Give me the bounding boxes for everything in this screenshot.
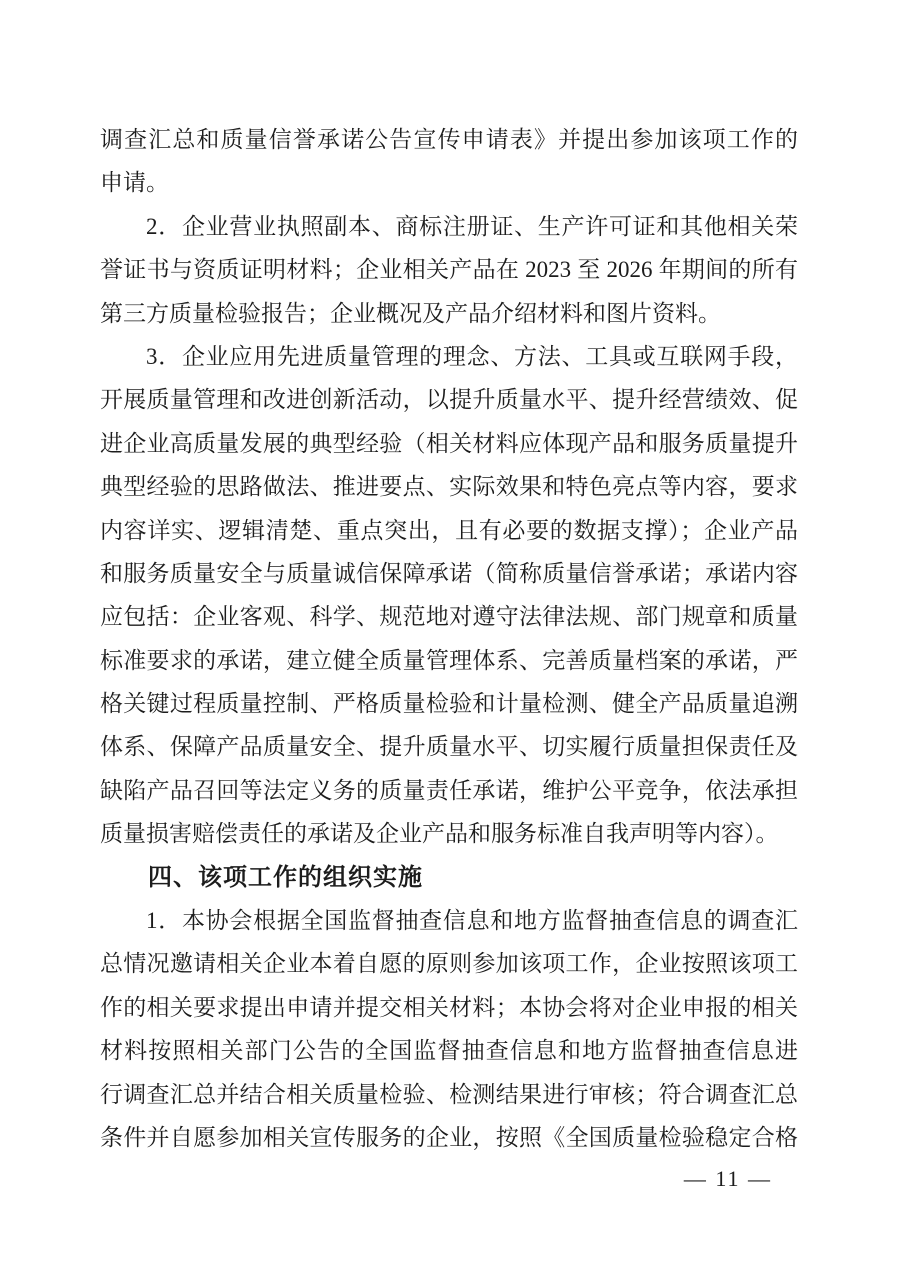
text-line: 应包括：企业客观、科学、规范地对遵守法律法规、部门规章和质量 [100,604,798,630]
page-number: — 11 — [683,1166,772,1191]
section-heading: 四、该项工作的组织实施 [148,863,423,891]
text-block [100,118,798,1159]
text-line: 标准要求的承诺，建立健全质量管理体系、完善质量档案的承诺，严 [100,647,798,673]
text-line: 和服务质量安全与质量诚信保障承诺（简称质量信誉承诺；承诺内容 [100,560,798,586]
text-line: 誉证书与资质证明材料；企业相关产品在 2023 至 2026 年期间的所有 [100,257,798,283]
text-line: 缺陷产品召回等法定义务的质量责任承诺，维护公平竞争，依法承担 [100,777,798,803]
text-line: 总情况邀请相关企业本着自愿的原则参加该项工作，企业按照该项工 [100,951,798,977]
text-line: 行调查汇总并结合相关质量检验、检测结果进行审核；符合调查汇总 [100,1081,798,1107]
text-line: 进企业高质量发展的典型经验（相关材料应体现产品和服务质量提升 [100,430,798,456]
text-line: 1．本协会根据全国监督抽查信息和地方监督抽查信息的调查汇 [146,908,798,934]
text-line: 内容详实、逻辑清楚、重点突出，且有必要的数据支撑）；企业产品 [100,517,798,543]
text-line: 作的相关要求提出申请并提交相关材料；本协会将对企业申报的相关 [100,994,798,1020]
text-line: 开展质量管理和改进创新活动，以提升质量水平、提升经营绩效、促 [100,387,798,413]
text-line: 材料按照相关部门公告的全国监督抽查信息和地方监督抽查信息进 [100,1038,798,1064]
text-line: 质量损害赔偿责任的承诺及企业产品和服务标准自我声明等内容）。 [100,821,779,847]
text-line: 申请。 [100,170,169,196]
text-line: 第三方质量检验报告；企业概况及产品介绍材料和图片资料。 [100,300,721,326]
text-line: 体系、保障产品质量安全、提升质量水平、切实履行质量担保责任及 [100,734,798,760]
text-line: 格关键过程质量控制、严格质量检验和计量检测、健全产品质量追溯 [100,691,798,717]
text-line: 2．企业营业执照副本、商标注册证、生产许可证和其他相关荣 [146,213,798,239]
text-line: 调查汇总和质量信誉承诺公告宣传申请表》并提出参加该项工作的 [100,127,798,152]
text-line: 条件并自愿参加相关宣传服务的企业，按照《全国质量检验稳定合格 [100,1124,798,1150]
text-line: 典型经验的思路做法、推进要点、实际效果和特色亮点等内容，要求 [100,474,798,500]
text-line: 3．企业应用先进质量管理的理念、方法、工具或互联网手段， [146,343,798,369]
